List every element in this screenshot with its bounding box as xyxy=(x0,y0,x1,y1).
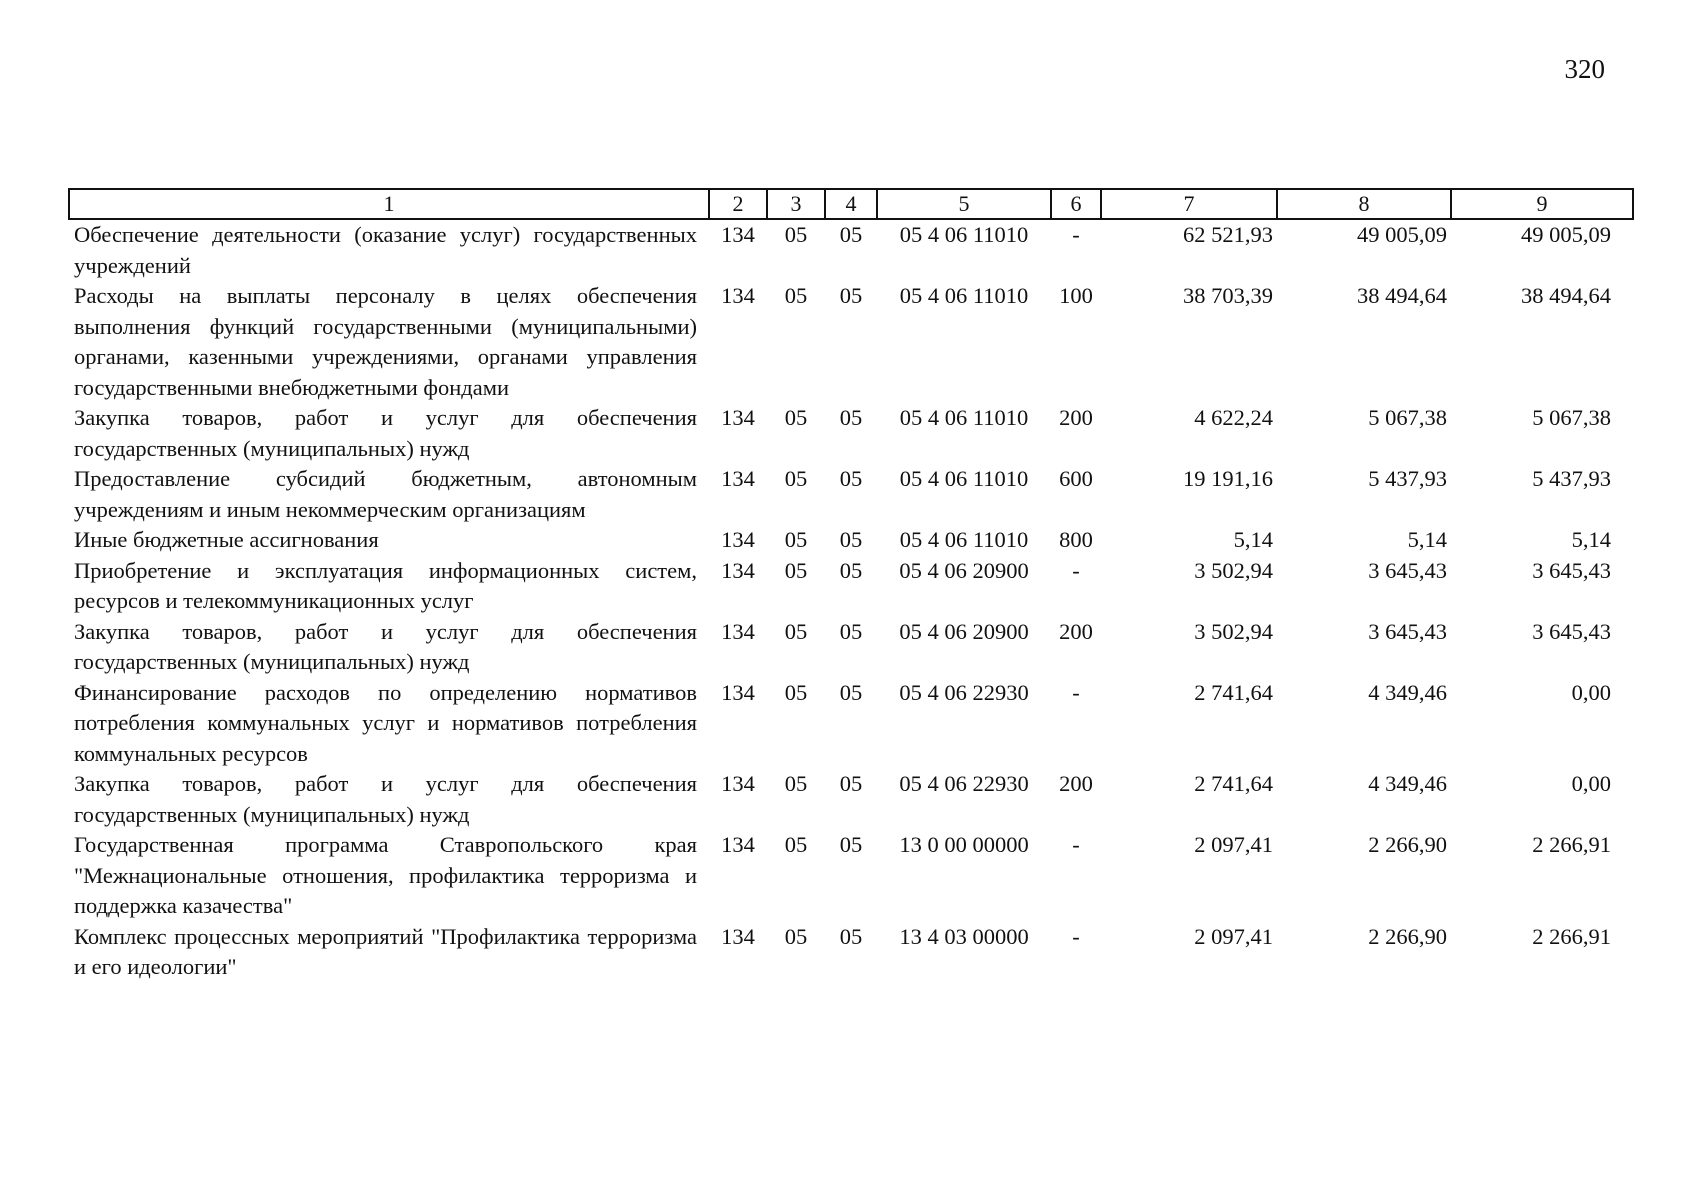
cell-col-7: 3 502,94 xyxy=(1194,618,1273,644)
cell-col-2: 134 xyxy=(721,222,755,247)
cell-col-8: 5 437,93 xyxy=(1368,466,1447,491)
cell-col-8: 5 067,38 xyxy=(1368,405,1447,430)
cell-col-9: 2 266,91 xyxy=(1532,923,1611,949)
column-header-2: 2 xyxy=(709,189,767,219)
table-row xyxy=(69,556,1633,617)
cell-col-3: 05 xyxy=(784,679,808,705)
cell-col-8: 5,14 xyxy=(1407,527,1447,552)
row-description: Финансирование расходов по определению нормативов потребления коммунальных услуг и нормативов потребления коммунальных ресурсов xyxy=(74,679,697,766)
cell-col-7: 3 502,94 xyxy=(1194,557,1273,583)
cell-col-2: 134 xyxy=(721,557,755,583)
cell-col-4: 05 xyxy=(839,405,863,430)
cell-col-3: 05 xyxy=(784,557,808,583)
cell-col-5: 05 4 06 22930 xyxy=(899,771,1029,796)
column-header-4: 4 xyxy=(825,189,877,219)
cell-col-8: 4 349,46 xyxy=(1368,771,1447,796)
cell-col-7: 38 703,39 xyxy=(1183,283,1273,308)
cell-col-6: - xyxy=(1072,832,1080,857)
cell-col-4: 05 xyxy=(839,771,863,796)
cell-col-5: 05 4 06 11010 xyxy=(899,405,1029,430)
page-number: 320 xyxy=(1564,54,1605,84)
cell-col-6: - xyxy=(1072,222,1080,247)
table-row xyxy=(69,922,1633,983)
row-description: Государственная программа Ставропольского края "Межнациональные отношения, профилактика терроризма и поддержка казачества" xyxy=(74,832,697,918)
column-header-7: 7 xyxy=(1101,189,1277,219)
cell-col-3: 05 xyxy=(784,222,808,247)
cell-col-2: 134 xyxy=(721,405,755,430)
cell-col-8: 38 494,64 xyxy=(1357,283,1447,308)
header-row xyxy=(69,189,1633,219)
cell-col-6: 200 xyxy=(1059,405,1093,430)
cell-col-5: 05 4 06 11010 xyxy=(899,222,1029,247)
cell-col-9: 5,14 xyxy=(1571,527,1611,552)
cell-col-6: - xyxy=(1072,557,1080,583)
cell-col-2: 134 xyxy=(721,679,755,705)
cell-col-2: 134 xyxy=(721,618,755,644)
cell-col-5: 05 4 06 11010 xyxy=(899,283,1029,308)
cell-col-5: 05 4 06 11010 xyxy=(899,466,1029,491)
cell-col-7: 2 097,41 xyxy=(1194,832,1273,857)
cell-col-2: 134 xyxy=(721,283,755,308)
cell-col-3: 05 xyxy=(784,466,808,491)
table-row xyxy=(69,617,1633,678)
cell-col-6: 800 xyxy=(1059,527,1093,552)
cell-col-3: 05 xyxy=(784,923,808,949)
cell-col-2: 134 xyxy=(721,466,755,491)
row-description: Приобретение и эксплуатация информационных систем, ресурсов и телекоммуникационных услуг xyxy=(74,557,697,613)
cell-col-6: 200 xyxy=(1059,618,1093,644)
cell-col-7: 2 741,64 xyxy=(1194,771,1273,796)
cell-col-4: 05 xyxy=(839,618,863,644)
cell-col-6: - xyxy=(1072,923,1080,949)
cell-col-9: 3 645,43 xyxy=(1532,618,1611,644)
table-row xyxy=(69,769,1633,830)
row-description: Иные бюджетные ассигнования xyxy=(74,527,379,552)
column-header-9: 9 xyxy=(1451,189,1633,219)
cell-col-3: 05 xyxy=(784,405,808,430)
table-row xyxy=(69,830,1633,922)
cell-col-2: 134 xyxy=(721,771,755,796)
cell-col-2: 134 xyxy=(721,923,755,949)
cell-col-2: 134 xyxy=(721,527,755,552)
cell-col-5: 05 4 06 20900 xyxy=(899,557,1029,583)
cell-col-8: 3 645,43 xyxy=(1368,618,1447,644)
cell-col-3: 05 xyxy=(784,283,808,308)
cell-col-4: 05 xyxy=(839,832,863,857)
table-row xyxy=(69,678,1633,770)
cell-col-3: 05 xyxy=(784,771,808,796)
cell-col-9: 49 005,09 xyxy=(1521,222,1611,247)
cell-col-9: 3 645,43 xyxy=(1532,557,1611,583)
budget-table xyxy=(68,188,1634,983)
cell-col-8: 49 005,09 xyxy=(1357,222,1447,247)
cell-col-8: 4 349,46 xyxy=(1368,679,1447,705)
cell-col-8: 2 266,90 xyxy=(1368,923,1447,949)
cell-col-7: 2 741,64 xyxy=(1194,679,1273,705)
cell-col-3: 05 xyxy=(784,618,808,644)
row-description: Предоставление субсидий бюджетным, автономным учреждениям и иным некоммерческим организациям xyxy=(74,466,697,522)
cell-col-3: 05 xyxy=(784,527,808,552)
cell-col-2: 134 xyxy=(721,832,755,857)
cell-col-4: 05 xyxy=(839,283,863,308)
cell-col-4: 05 xyxy=(839,222,863,247)
table-row xyxy=(69,464,1633,525)
cell-col-7: 19 191,16 xyxy=(1183,466,1273,491)
cell-col-6: - xyxy=(1072,679,1080,705)
table-row xyxy=(69,219,1633,281)
row-description: Обеспечение деятельности (оказание услуг) государственных учреждений xyxy=(74,222,697,278)
cell-col-6: 100 xyxy=(1059,283,1093,308)
table-body xyxy=(69,219,1633,983)
cell-col-5: 13 4 03 00000 xyxy=(899,923,1029,949)
column-header-5: 5 xyxy=(877,189,1051,219)
cell-col-6: 200 xyxy=(1059,771,1093,796)
cell-col-7: 5,14 xyxy=(1233,527,1273,552)
cell-col-3: 05 xyxy=(784,832,808,857)
row-description: Комплекс процессных мероприятий "Профилактика терроризма и его идеологии" xyxy=(74,923,697,979)
cell-col-9: 0,00 xyxy=(1571,679,1611,705)
cell-col-7: 4 622,24 xyxy=(1194,405,1273,430)
column-header-8: 8 xyxy=(1277,189,1451,219)
cell-col-9: 0,00 xyxy=(1571,771,1611,796)
cell-col-4: 05 xyxy=(839,557,863,583)
row-description: Закупка товаров, работ и услуг для обеспечения государственных (муниципальных) нужд xyxy=(74,771,697,827)
table-header xyxy=(69,189,1633,219)
cell-col-4: 05 xyxy=(839,679,863,705)
cell-col-9: 2 266,91 xyxy=(1532,832,1611,857)
column-header-3: 3 xyxy=(767,189,825,219)
cell-col-4: 05 xyxy=(839,466,863,491)
cell-col-5: 05 4 06 11010 xyxy=(899,527,1029,552)
cell-col-9: 5 067,38 xyxy=(1532,405,1611,430)
cell-col-9: 5 437,93 xyxy=(1532,466,1611,491)
cell-col-5: 13 0 00 00000 xyxy=(899,832,1029,857)
column-header-6: 6 xyxy=(1051,189,1101,219)
cell-col-4: 05 xyxy=(839,923,863,949)
row-description: Закупка товаров, работ и услуг для обеспечения государственных (муниципальных) нужд xyxy=(74,405,697,461)
cell-col-9: 38 494,64 xyxy=(1521,283,1611,308)
cell-col-5: 05 4 06 22930 xyxy=(899,679,1029,705)
table-row xyxy=(69,403,1633,464)
cell-col-5: 05 4 06 20900 xyxy=(899,618,1029,644)
table-row xyxy=(69,525,1633,556)
row-description: Расходы на выплаты персоналу в целях обеспечения выполнения функций государственными (муниципальными) органами, казенными учреждениями, органами управления государственными внебюджетными фондами xyxy=(74,283,697,400)
cell-col-7: 62 521,93 xyxy=(1183,222,1273,247)
cell-col-7: 2 097,41 xyxy=(1194,923,1273,949)
column-header-1: 1 xyxy=(69,189,709,219)
cell-col-4: 05 xyxy=(839,527,863,552)
cell-col-6: 600 xyxy=(1059,466,1093,491)
cell-col-8: 2 266,90 xyxy=(1368,832,1447,857)
table-row xyxy=(69,281,1633,403)
cell-col-8: 3 645,43 xyxy=(1368,557,1447,583)
row-description: Закупка товаров, работ и услуг для обеспечения государственных (муниципальных) нужд xyxy=(74,618,697,674)
